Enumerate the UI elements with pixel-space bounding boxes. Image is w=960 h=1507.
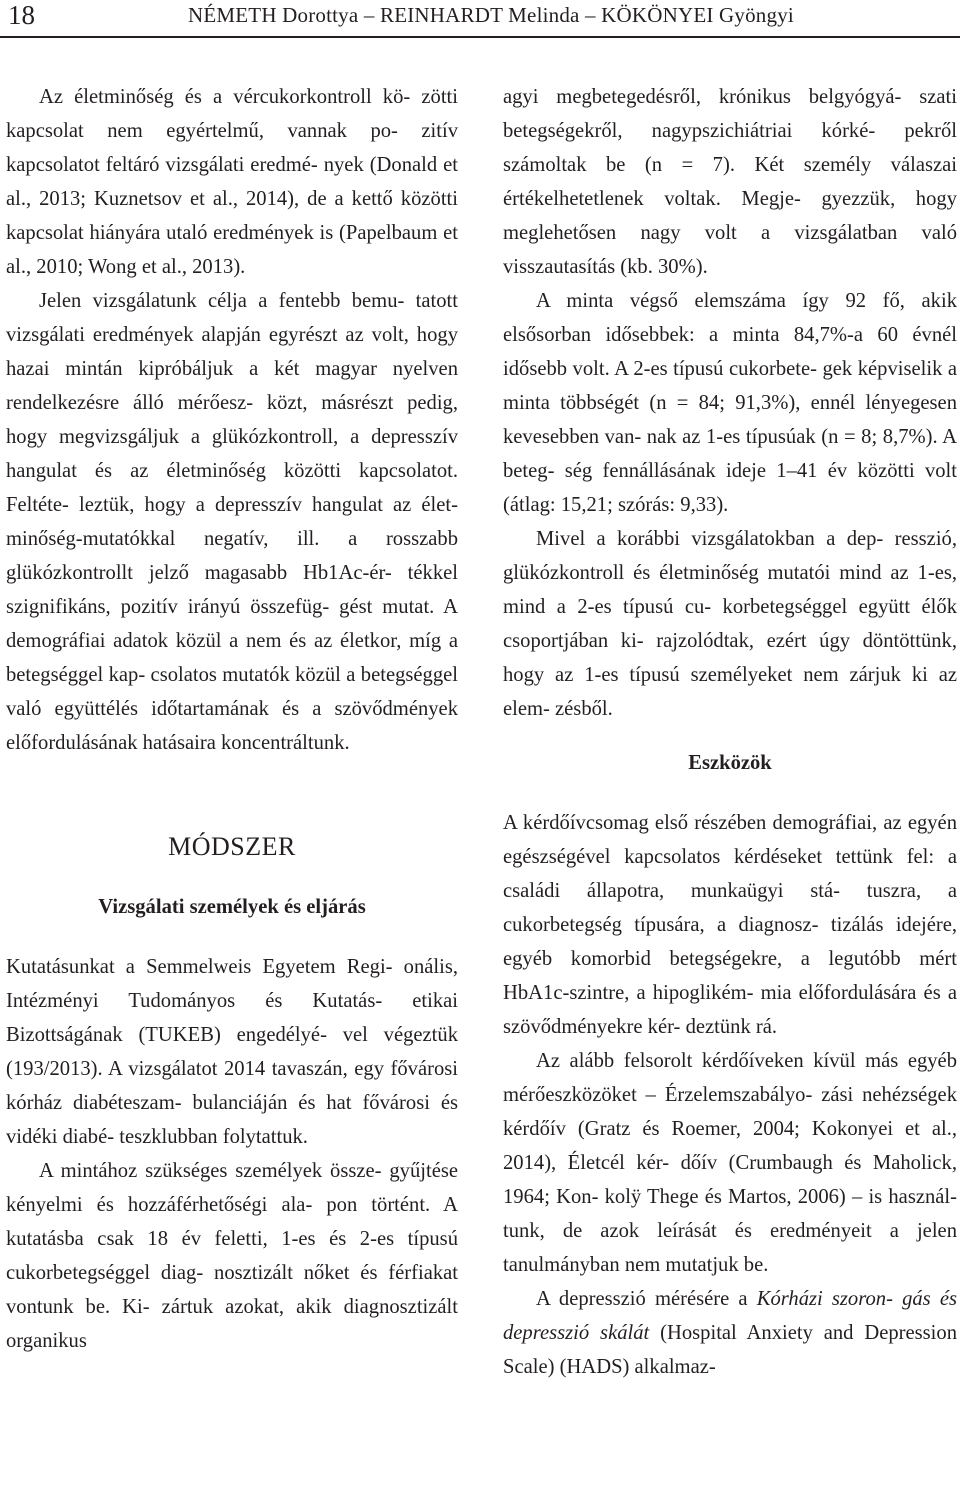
left-paragraph-3: Kutatásunkat a Semmelweis Egyetem Regi- onális, Intézményi Tudományos és Kutatás- etikai Bizottságának (TUKEB) engedélyé- vel végeztük (193/2013). A vizsgálatot 2014 tavaszán, egy fővárosi kórház diabéteszam- bulanciáján és hat fővárosi és vidéki diabé- teszklubban folytattuk.	[6, 956, 458, 1148]
left-paragraph-2: Jelen vizsgálatunk célja a fentebb bemu- tatott vizsgálati eredmények alapján egyrészt az volt, hogy hazai mintán kipróbáljuk a két magyar nyelven rendelkezésre álló mérőesz- közt, másrészt pedig, hogy megvizsgáljuk a glükózkontroll, a depresszív hangulat és az életminőség közötti kapcsolatot. Feltéte- leztük, hogy a depresszív hangulat az élet- minőség-mutatókkal negatív, ill. a rosszabb glükózkontrollt jelző magasabb Hb1Ac-ér- tékkel szignifikáns, pozitív irányú összefüg- gést mutat. A demográfiai adatok közül a nem és az életkor, míg a betegséggel kap- csolatos mutatók közül a betegséggel való együttélés időtartamának és a szövődmények előfordulásának hatásaira koncentráltunk.	[6, 290, 458, 754]
right-paragraph-5: Az alább felsorolt kérdőíveken kívül más egyéb mérőeszközöket – Érzelemszabályo- zási nehézségek kérdőív (Gratz és Roemer, 2004; Kokonyei et al., 2014), Életcél kér- dőív (Crumbaugh és Maholick, 1964; Kon- kolÿ Thege és Martos, 2006) – is használ- tunk, de azok leírását és eredményeit a jelen tanulmányban nem mutatjuk be.	[503, 1050, 957, 1276]
subheading-vizsgalati-szemelyek: Vizsgálati személyek és eljárás	[98, 896, 366, 918]
right-paragraph-3: Mivel a korábbi vizsgálatokban a dep- resszió, glükózkontroll és életminőség mutatói mind az 1-es, mind a 2-es típusú cu- korbetegséggel együtt élők csoportjában ki- rajzolódtak, ezért úgy döntöttünk, hogy az 1-es típusú személyeket nem zárjuk ki az elem- zésből.	[503, 528, 957, 720]
left-paragraph-4: A mintához szükséges személyek össze- gyűjtése kényelmi és hozzáférhetőségi ala- pon történt. A kutatásba csak 18 év feletti, 1-es és 2-es típusú cukorbetegséggel diag- nosztizált nőket és férfiakat vontunk be. Ki- zártuk azokat, akik diagnosztizált organikus	[6, 1160, 458, 1352]
right-paragraph-6	[503, 1282, 957, 1384]
hads-scale-title: Kórházi szoron- gás és depresszió skálát	[503, 1288, 957, 1344]
page-number: 18	[8, 0, 35, 30]
subheading-eszkozok: Eszközök	[688, 752, 772, 774]
right-paragraph-6-start: A depresszió mérésére a	[536, 1288, 757, 1310]
running-head: NÉMETH Dorottya – REINHARDT Melinda – KÖKÖNYEI Gyöngyi	[188, 3, 794, 27]
left-column	[6, 80, 458, 1358]
right-paragraph-1: agyi megbetegedésről, krónikus belgyógyá- szati betegségekről, nagypszichiátriai kórké- pekről számoltak be (n = 7). Két személy válaszai értékelhetetlenek voltak. Megje- gyezzük, hogy meglehetősen nagy volt a vizsgálatban való visszautasítás (kb. 30%).	[503, 86, 957, 278]
right-paragraph-2: A minta végső elemszáma így 92 fő, akik elsősorban idősebbek: a minta 84,7%-a 60 évnél idősebb volt. A 2-es típusú cukorbete- gek képviselik a minta többségét (n = 84; 91,3%), ennél lényegesen kevesebben van- nak az 1-es típusúak (n = 8; 8,7%). A beteg- ség fennállásának ideje 1–41 év közötti volt (átlag: 15,21; szórás: 9,33).	[503, 290, 957, 516]
right-column	[503, 80, 957, 1384]
header-rule	[0, 36, 960, 38]
section-title-modszer: MÓDSZER	[168, 832, 296, 861]
left-paragraph-1: Az életminőség és a vércukorkontroll kö- zötti kapcsolat nem egyértelmű, vannak po- zitív kapcsolatot feltáró vizsgálati eredmé- nyek (Donald et al., 2013; Kuznetsov et al., 2014), de a kettő közötti kapcsolat hiányára utaló eredmények is (Papelbaum et al., 2010; Wong et al., 2013).	[6, 86, 458, 278]
page-header	[0, 0, 960, 34]
right-paragraph-4: A kérdőívcsomag első részében demográfiai, az egyén egészségével kapcsolatos kérdéseket tettünk fel: a családi állapotra, munkaügyi stá- tuszra, a cukorbetegség típusára, a diagnosz- tizálás idejére, egyéb komorbid betegségekre, a legutóbb mért HbA1c-szintre, a hipoglikém- mia előfordulására és a szövődményekre kér- deztünk rá.	[503, 812, 957, 1038]
right-paragraph-6-end: (Hospital Anxiety and Depression Scale) (HADS) alkalmaz-	[503, 1322, 957, 1378]
